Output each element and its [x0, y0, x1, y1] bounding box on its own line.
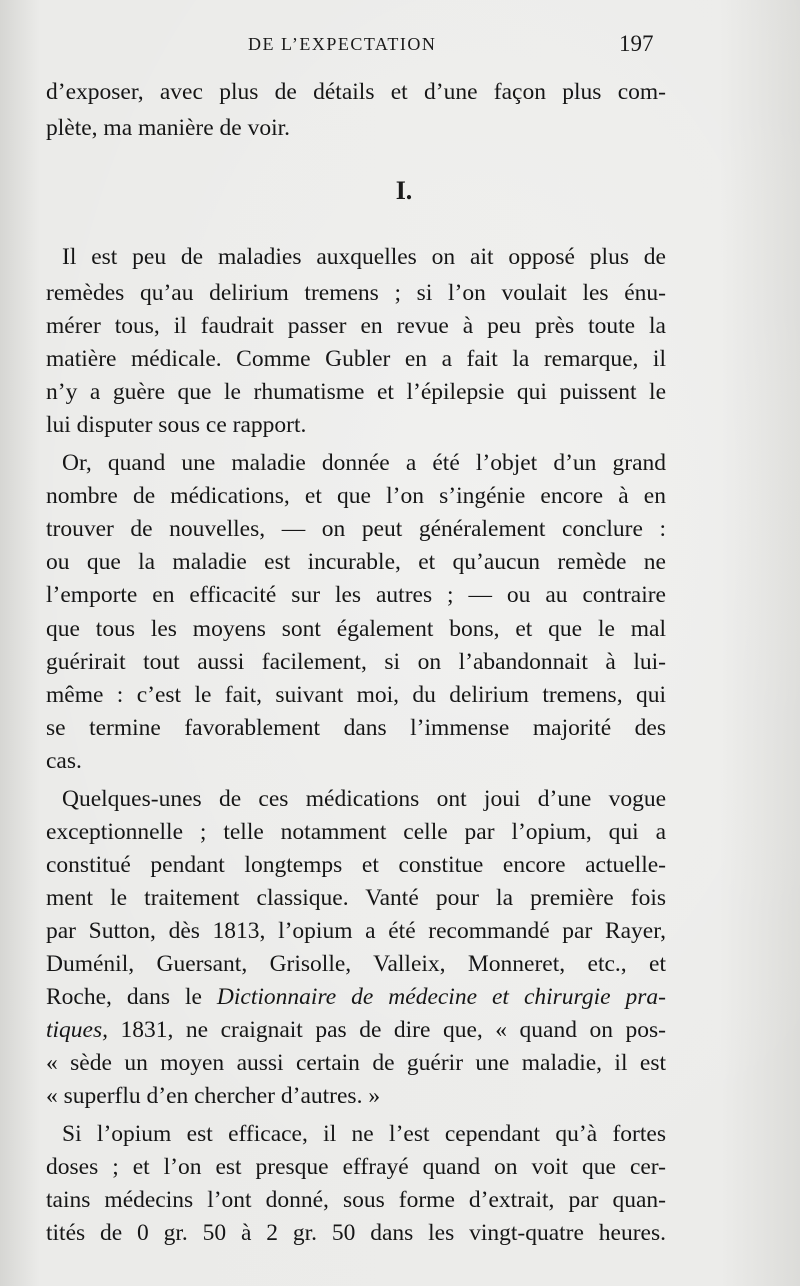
text-line: n’y a guère que le rhumatisme et l’épilepsie qui puissent le — [46, 379, 666, 405]
text-line: lui disputer sous ce rapport. — [46, 412, 307, 438]
text-line: exceptionnelle ; telle notamment celle par l’opium, qui a — [46, 819, 666, 845]
text-line: constitué pendant longtemps et constitue encore actuelle- — [46, 852, 666, 878]
text-line: ment le traitement classique. Vanté pour la première fois — [46, 885, 666, 911]
text-line: que tous les moyens sont également bons, et que le mal — [46, 616, 666, 642]
text-line: Quelques-unes de ces médications ont joui d’une vogue — [62, 786, 666, 812]
text-line: tains médecins l’ont donné, sous forme d’extrait, par quan- — [46, 1187, 666, 1213]
text-line: guérirait tout aussi facilement, si on l’abandonnait à lui- — [46, 649, 666, 675]
text-line: doses ; et l’on est presque effrayé quand on voit que cer- — [46, 1154, 666, 1180]
text-line: d’exposer, avec plus de détails et d’une façon plus com- — [46, 79, 666, 105]
text-span: Roche, dans le — [46, 984, 202, 1010]
text-line: nombre de médications, et que l’on s’ingénie encore à en — [46, 483, 666, 509]
text-line: Il est peu de maladies auxquelles on ait opposé plus de — [62, 244, 666, 270]
page-number: 197 — [619, 31, 654, 56]
italic-title: Dictionnaire de médecine et chirurgie pra- — [216, 984, 666, 1010]
text-line: tités de 0 gr. 50 à 2 gr. 50 dans les vingt-quatre heures. — [46, 1220, 666, 1246]
text-line: plète, ma manière de voir. — [46, 115, 291, 141]
text-line: Or, quand une maladie donnée a été l’objet d’un grand — [62, 450, 666, 476]
text-line: par Sutton, dès 1813, l’opium a été recommandé par Rayer, — [46, 918, 666, 944]
running-title: DE L’EXPECTATION — [248, 34, 437, 54]
text-line: remèdes qu’au delirium tremens ; si l’on voulait les énu- — [46, 280, 666, 306]
text-line: Si l’opium est efficace, il ne l’est cependant qu’à fortes — [62, 1121, 666, 1147]
text-line: même : c’est le fait, suivant moi, du delirium tremens, qui — [46, 682, 666, 708]
text-line: cas. — [46, 748, 82, 774]
text-line-with-italic — [46, 1013, 666, 1047]
text-line: mérer tous, il faudrait passer en revue à peu près toute la — [46, 313, 666, 339]
text-span: 1831, ne craignait pas de dire que, « quand on pos- — [108, 1017, 666, 1043]
running-header — [0, 31, 800, 58]
section-heading: I. — [395, 176, 413, 205]
text-line-with-italic — [46, 980, 666, 1014]
text-line: Duménil, Guersant, Grisolle, Valleix, Monneret, etc., et — [46, 951, 666, 977]
text-line: ou que la maladie est incurable, et qu’aucun remède ne — [46, 549, 666, 575]
text-line: « superflu d’en chercher d’autres. » — [46, 1083, 381, 1109]
text-line: matière médicale. Comme Gubler en a fait la remarque, il — [46, 346, 666, 372]
text-line: « sède un moyen aussi certain de guérir une maladie, il est — [46, 1050, 666, 1076]
text-line: l’emporte en efficacité sur les autres ; — ou au contraire — [46, 582, 666, 608]
text-line: trouver de nouvelles, — on peut généralement conclure : — [46, 516, 666, 542]
text-line: se termine favorablement dans l’immense majorité des — [46, 715, 666, 741]
italic-title: tiques, — [46, 1017, 109, 1043]
